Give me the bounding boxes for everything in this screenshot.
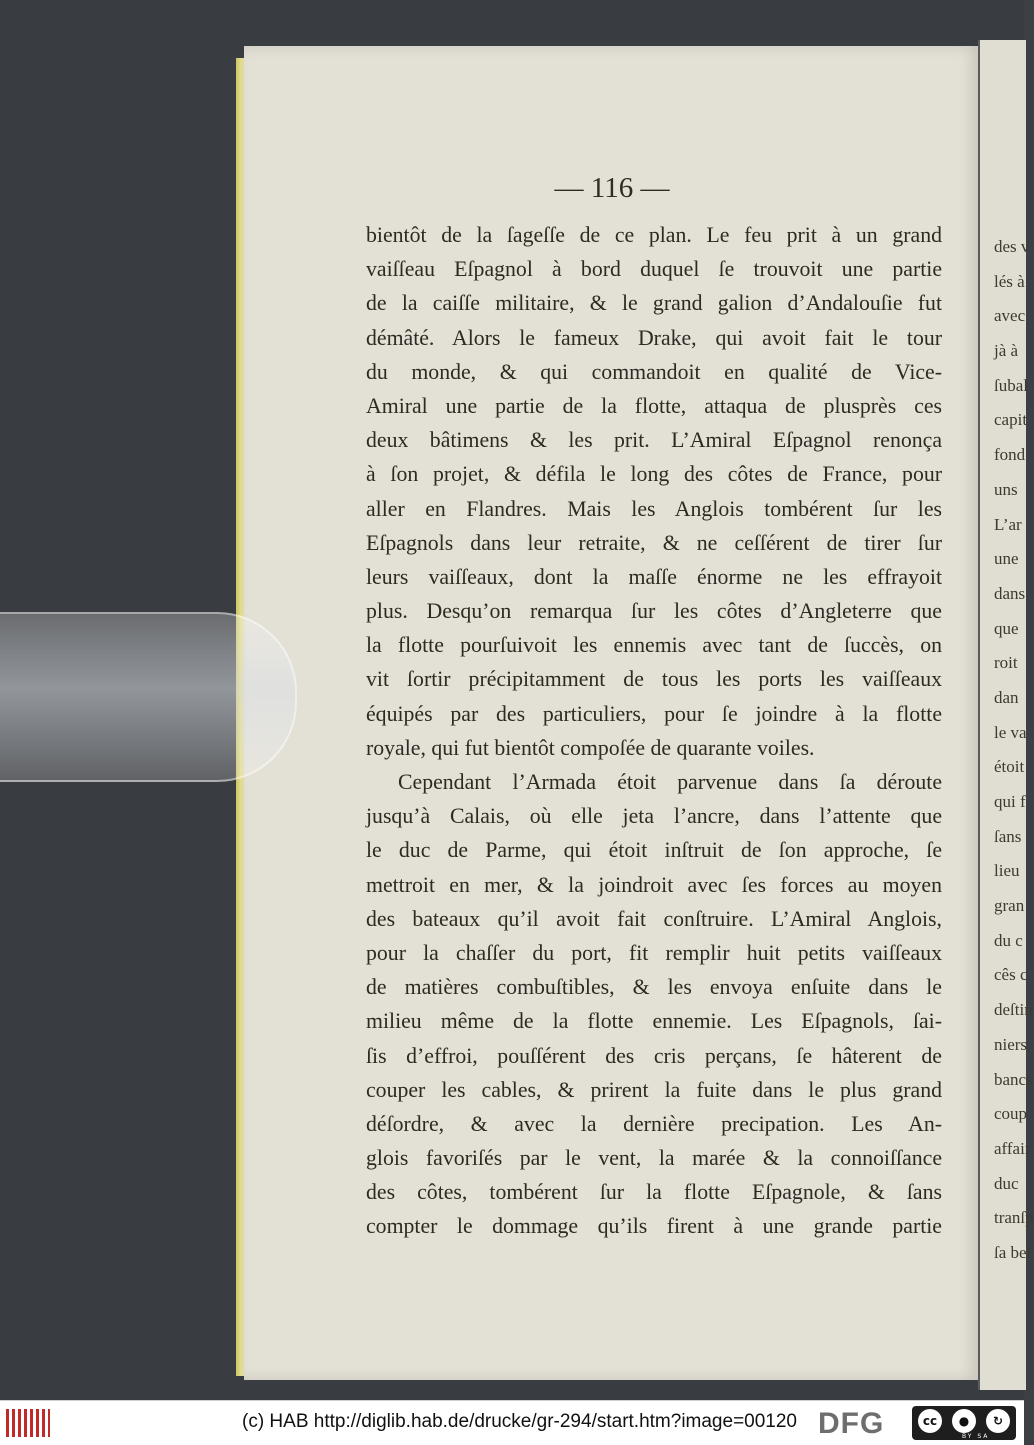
cc-license-badge[interactable] [912, 1406, 1016, 1440]
footer-bar [0, 1400, 1024, 1445]
dfg-logo[interactable]: DFG [818, 1407, 885, 1440]
license-text: BY SA [962, 1433, 990, 1440]
facing-page-word: dan [994, 687, 1019, 707]
text-line: vaiſſeau Eſpagnol à bord duquel ſe trouvoit une partie [366, 257, 942, 282]
text-line: mettroit en mer, & la joindroit avec ſes forces au moyen [366, 872, 942, 897]
text-line: démâté. Alors le fameux Drake, qui avoit fait le tour [366, 325, 942, 350]
facing-page-word: coup [994, 1104, 1028, 1124]
facing-page-word: du c [994, 930, 1023, 950]
facing-page-word: ſa bel [994, 1242, 1032, 1262]
text-line: Amiral une partie de la flotte, attaqua de plusprès ces [366, 393, 942, 418]
text-line: jusqu’à Calais, où elle jeta l’ancre, dans l’attente que [366, 804, 942, 829]
share-alike-icon: ↻ [986, 1409, 1010, 1433]
facing-page-words [980, 230, 1034, 1271]
by-icon: ● [952, 1409, 976, 1433]
text-line: vit ſortir précipitamment de tous les ports les vaiſſeaux [366, 667, 942, 692]
facing-page-word: une [994, 549, 1019, 569]
cc-icon: cc [918, 1409, 942, 1433]
text-line: bientôt de la ſageſſe de ce plan. Le feu prit à un grand [366, 223, 942, 247]
text-line: ſis d’effroi, pouſſérent des cris perçans, ſe hâterent de [366, 1043, 942, 1068]
facing-page-word: qui f [994, 792, 1026, 811]
facing-page-word: duc [994, 1173, 1019, 1193]
text-line: de la caiſſe militaire, & le grand galion d’Andalouſie fut [366, 291, 942, 316]
facing-page-word: ſubal [994, 375, 1028, 395]
page-text [366, 218, 942, 1244]
text-line: pour la chaſſer du port, fit remplir huit petits vaiſſeaux [366, 940, 942, 965]
text-line: du monde, & qui commandoit en qualité de Vice- [366, 359, 942, 384]
text-line: équipés par des particuliers, pour ſe joindre à la flotte [366, 701, 942, 726]
facing-page-word: lés à [994, 271, 1025, 291]
text-line: à ſon projet, & défila le long des côtes de France, pour [366, 462, 942, 487]
text-line: des côtes, tombérent ſur la flotte Eſpagnole, & ſans [366, 1180, 942, 1205]
text-line: plus. Desqu’on remarqua ſur les côtes d’Angleterre que [366, 599, 942, 624]
book-page [244, 46, 980, 1380]
facing-page-word: le va [994, 722, 1027, 742]
facing-page-word: uns [994, 479, 1018, 499]
text-line: la flotte pourſuivoit les ennemis avec tant de ſuccès, on [366, 633, 942, 658]
facing-page-word: deſtin [994, 1000, 1033, 1020]
facing-page-word: dans [994, 583, 1026, 603]
facing-page-word: cês c [994, 965, 1028, 985]
text-line: de matières combuſtibles, & les envoya enſuite dans le [366, 975, 942, 1000]
text-line: couper les cables, & prirent la fuite dans le plus grand [366, 1077, 942, 1102]
facing-page-word: tranſp [994, 1208, 1034, 1228]
facing-page-word: affair [994, 1138, 1031, 1158]
facing-page-word: ſans [994, 826, 1022, 846]
page-header: — 116 — [554, 172, 670, 204]
facing-page-word: gran [994, 896, 1025, 916]
text-line: glois favoriſés par le vent, la marée & la connoiſſance [366, 1146, 942, 1171]
text-line: déſordre, & avec la dernière precipation. Les An- [366, 1111, 942, 1136]
facing-page-word: des v [994, 237, 1030, 256]
text-line: milieu même de la flotte ennemie. Les Eſpagnols, ſai- [366, 1009, 942, 1034]
facing-page-word: L’ar [994, 514, 1022, 534]
text-line: compter le dommage qu’ils firent à une grande partie [366, 1214, 942, 1239]
facing-page-word: que [994, 618, 1019, 638]
facing-page-word: lieu [994, 861, 1020, 881]
facing-page-word: roit [994, 653, 1018, 673]
glass-weight [0, 612, 297, 782]
text-line: deux bâtimens & les prit. L’Amiral Eſpagnol renonça [366, 428, 942, 453]
facing-page-word: avec [994, 306, 1026, 326]
text-line: le duc de Parme, qui étoit inſtruit de ſon approche, ſe [366, 838, 942, 863]
facing-page-word: jà à [994, 341, 1019, 361]
facing-page-word: bancs [994, 1069, 1033, 1089]
facing-page-word: capit [994, 410, 1028, 430]
facing-page-word: niers. [994, 1034, 1032, 1054]
copyright-link[interactable]: (c) HAB http://diglib.hab.de/drucke/gr-294/start.htm?image=00120 [242, 1411, 797, 1432]
text-line: leurs vaiſſeaux, dont la maſſe énorme ne les effrayoit [366, 564, 942, 589]
hab-logo-icon[interactable] [6, 1409, 50, 1437]
text-line: royale, qui fut bientôt compoſée de quarante voiles. [366, 735, 815, 760]
text-line: aller en Flandres. Mais les Anglois tombérent ſur les [366, 496, 942, 521]
facing-page-word: fond [994, 445, 1026, 465]
text-line: des bateaux qu’il avoit fait conſtruire. L’Amiral Anglois, [366, 906, 942, 931]
facing-page-word: étoit [994, 757, 1025, 777]
text-line: Eſpagnols dans leur retraite, & ne ceſſérent de tirer ſur [366, 530, 942, 555]
facing-page [978, 40, 1034, 1390]
text-line: Cependant l’Armada étoit parvenue dans ſa déroute [398, 770, 942, 794]
